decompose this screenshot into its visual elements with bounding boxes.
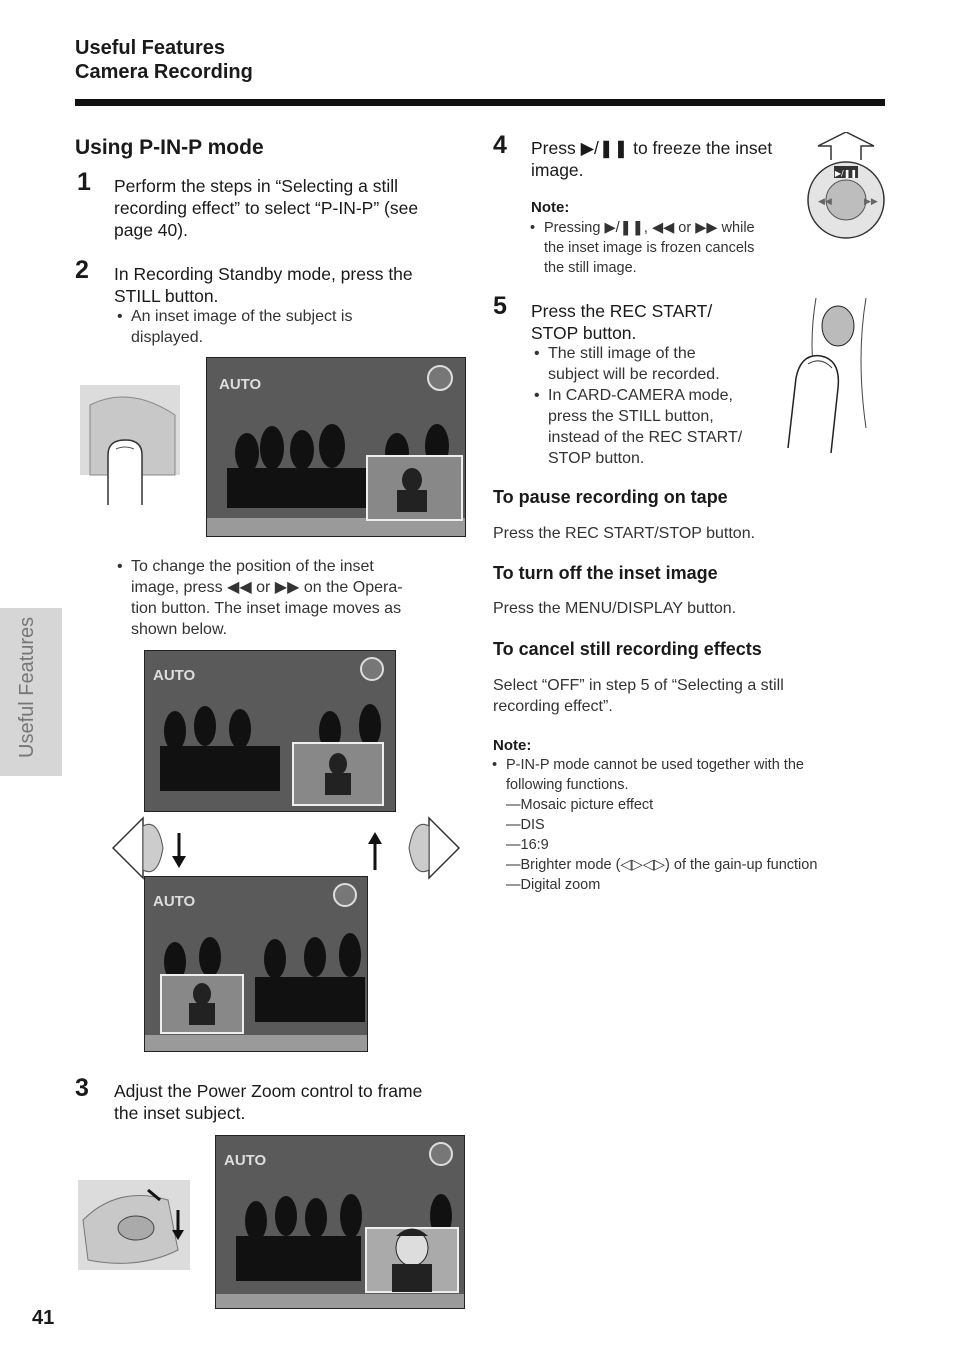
move-bullet-line: image, press ◀◀ or ▶▶ on the Opera- xyxy=(131,579,403,596)
note2-bullet xyxy=(506,755,896,895)
note2-bullet-line: following functions. xyxy=(506,777,629,793)
sidebar-tab-label: Useful Features xyxy=(16,616,38,758)
step4-text xyxy=(531,137,801,181)
step2-number: 2 xyxy=(75,256,89,284)
step3-text xyxy=(114,1080,464,1124)
step5-bullet-line: instead of the REC START/ xyxy=(548,429,743,446)
svg-text:▶▶: ▶▶ xyxy=(864,197,878,207)
note2-bullet-line: • P-IN-P mode cannot be used together with the xyxy=(506,755,896,775)
section-header xyxy=(75,36,253,84)
step2-text xyxy=(114,263,459,307)
cancel-heading: To cancel still recording effects xyxy=(493,639,762,659)
step5-bullet-line: • In CARD-CAMERA mode, xyxy=(548,385,778,406)
page-title: Using P-IN-P mode xyxy=(75,136,264,159)
step5-number: 5 xyxy=(493,292,507,320)
move-bullet-line: tion button. The inset image moves as xyxy=(131,600,402,617)
step5-line: Press the REC START/ xyxy=(531,301,713,321)
note2-dash-item: —16:9 xyxy=(506,837,549,853)
mode-label: AUTO xyxy=(153,893,196,910)
note2-label: Note: xyxy=(493,737,532,754)
power-zoom-illustration xyxy=(78,1180,190,1270)
section-header-line2: Camera Recording xyxy=(75,61,253,83)
step2-bullet-line: displayed. xyxy=(131,329,204,346)
step1-text xyxy=(114,175,459,241)
section-header-line1: Useful Features xyxy=(75,37,226,59)
step4-number: 4 xyxy=(493,131,507,159)
pinp-screen-zoomed xyxy=(215,1135,465,1309)
note2-dash-item: —Mosaic picture effect xyxy=(506,797,654,813)
step4-note-line: • Pressing ▶/❚❚, ◀◀ or ▶▶ while xyxy=(544,218,804,238)
svg-text:▶/❚❚: ▶/❚❚ xyxy=(834,169,858,178)
step1-line: recording effect” to select “P-IN-P” (see xyxy=(114,198,419,218)
mode-label: AUTO xyxy=(219,376,262,393)
step3-line: the inset subject. xyxy=(114,1103,246,1123)
pause-text: Press the REC START/STOP button. xyxy=(493,525,756,542)
cancel-line: Select “OFF” in step 5 of “Selecting a still xyxy=(493,677,784,694)
step3-line: Adjust the Power Zoom control to frame xyxy=(114,1081,423,1101)
pinp-screen-inset-right xyxy=(144,650,396,812)
step2-bullet xyxy=(131,306,451,348)
step5-bullets xyxy=(548,343,778,469)
step4-line: Press ▶/❚❚ to freeze the inset xyxy=(531,138,773,158)
mode-label: AUTO xyxy=(224,1152,267,1169)
operation-button-illustration xyxy=(806,132,886,242)
note2-dash-item: —Digital zoom xyxy=(506,877,601,893)
cancel-line: recording effect”. xyxy=(493,698,613,715)
note2-dash-item: —Brighter mode (◁▷◁▷) of the gain-up function xyxy=(506,857,818,873)
pinp-screen-inset-left xyxy=(144,876,368,1052)
right-operation-arrow-icon xyxy=(429,818,459,878)
step5-bullet-line: • The still image of the xyxy=(548,343,778,364)
step4-note-label: Note: xyxy=(531,199,570,216)
step4-note-line: the still image. xyxy=(544,260,637,276)
svg-text:◀◀: ◀◀ xyxy=(818,197,832,207)
press-up-arrow-icon xyxy=(818,132,874,160)
move-inset-bullet xyxy=(131,556,461,640)
step5-line: STOP button. xyxy=(531,323,637,343)
move-bullet-line: shown below. xyxy=(131,621,228,638)
step2-line: STILL button. xyxy=(114,286,219,306)
step5-bullet-line: STOP button. xyxy=(548,450,645,467)
cancel-text xyxy=(493,675,873,717)
down-arrow-icon xyxy=(172,856,186,868)
step5-text xyxy=(531,300,771,344)
move-bullet-line: • To change the position of the inset xyxy=(131,556,461,577)
step5-bullet-line: subject will be recorded. xyxy=(548,366,720,383)
step3-number: 3 xyxy=(75,1074,89,1102)
step4-note xyxy=(544,218,804,278)
sidebar-tab xyxy=(0,608,62,776)
step1-line: Perform the steps in “Selecting a still xyxy=(114,176,399,196)
turn-off-text: Press the MENU/DISPLAY button. xyxy=(493,600,737,617)
pinp-screen-initial xyxy=(206,357,466,537)
header-rule xyxy=(75,99,885,106)
note2-dash-item: —DIS xyxy=(506,817,545,833)
pause-heading: To pause recording on tape xyxy=(493,487,728,507)
step2-bullet-line: • An inset image of the subject is xyxy=(131,306,451,327)
rec-button-hand-illustration xyxy=(786,298,876,458)
step1-number: 1 xyxy=(77,168,91,196)
still-button-hand-illustration xyxy=(80,385,180,510)
mode-label: AUTO xyxy=(153,667,196,684)
turn-off-heading: To turn off the inset image xyxy=(493,563,718,583)
step4-line: image. xyxy=(531,160,584,180)
left-operation-arrow-icon xyxy=(113,818,143,878)
step4-note-line: the inset image is frozen cancels xyxy=(544,240,755,256)
step1-line: page 40). xyxy=(114,220,188,240)
step2-line: In Recording Standby mode, press the xyxy=(114,264,413,284)
page-number: 41 xyxy=(32,1307,55,1329)
up-arrow-icon xyxy=(368,832,382,844)
step5-bullet-line: press the STILL button, xyxy=(548,408,714,425)
